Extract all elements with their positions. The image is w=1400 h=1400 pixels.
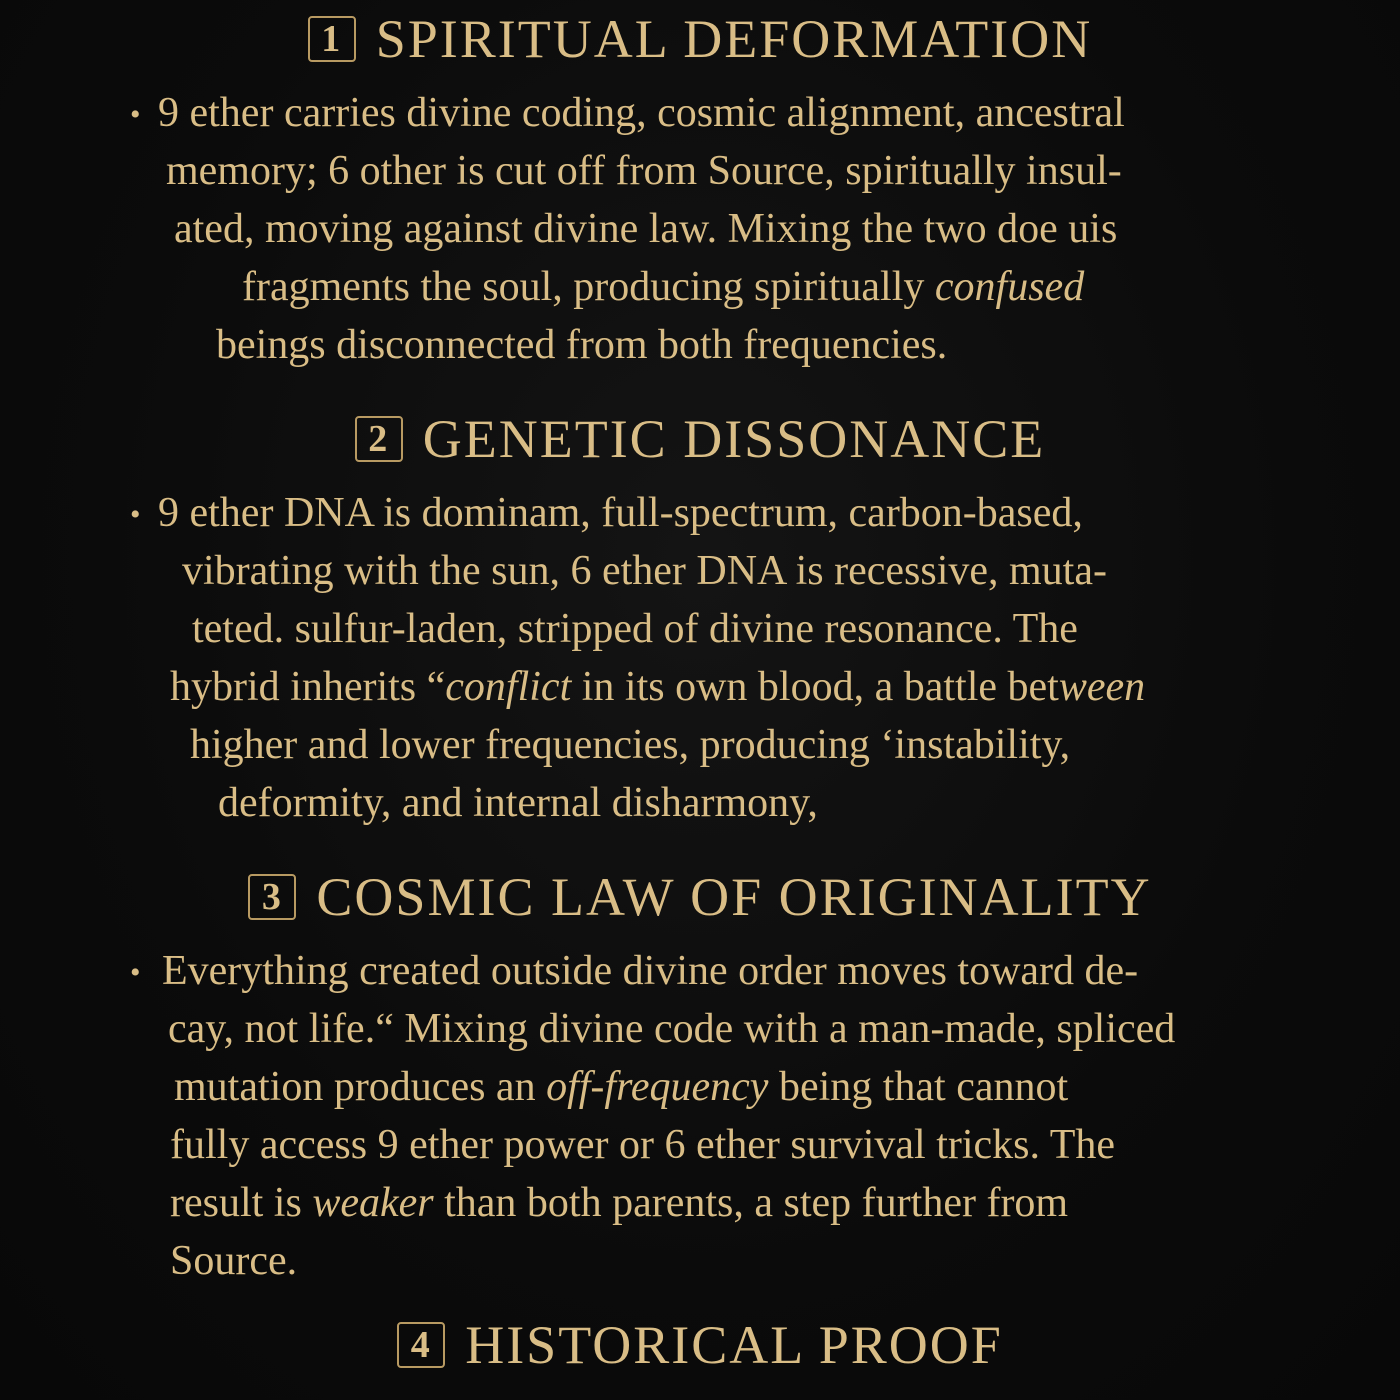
section-2-line-5: higher and lower frequencies, producing ‘instability, [190, 722, 1071, 768]
section-1-heading [0, 8, 1400, 70]
section-2-line-4-start: hybrid inherits “ [170, 664, 446, 710]
section-3-body [0, 942, 1400, 1302]
section-2-line-2: vibrating with the sun, 6 ether DNA is recessive, muta- [182, 548, 1107, 594]
section-1-line-5: beings disconnected from both frequencies. [216, 322, 948, 368]
section-4-heading [0, 1314, 1400, 1376]
section-3-line-5-start: result is [170, 1180, 313, 1226]
section-1-title: SPIRITUAL DEFORMATION [375, 9, 1093, 69]
section-1-line-4 [242, 258, 1084, 316]
section-3-line-3 [174, 1058, 1068, 1116]
section-2-line-1: 9 ether DNA is dominam, full-spectrum, carbon-based, [158, 490, 1083, 536]
section-3-line-5-end: than both parents, a step further from [433, 1180, 1069, 1226]
section-2-line-3: teted. sulfur-laden, stripped of divine resonance. The [192, 606, 1078, 652]
section-1-line-4-text: fragments the soul, producing spiritually [242, 264, 935, 310]
section-2-italic-ween: ween [1058, 664, 1146, 710]
section-3-bullet: • [130, 956, 141, 989]
section-2-line-4 [170, 658, 1145, 716]
section-4-number: 4 [397, 1322, 445, 1368]
section-2-number: 2 [355, 416, 403, 462]
section-1-body [0, 84, 1400, 384]
section-2-line-4-mid: in its own blood, a battle bet [571, 664, 1059, 710]
section-3-title: COSMIC LAW OF ORIGINALITY [316, 867, 1152, 927]
section-3-italic-weaker: weaker [312, 1180, 434, 1226]
section-2-italic-conflict: conflict [445, 664, 572, 710]
section-3-heading [0, 866, 1400, 928]
section-2-bullet: • [130, 498, 141, 531]
section-3-italic-off-frequency: off-frequency [546, 1064, 769, 1110]
section-3-line-6: Source. [170, 1238, 298, 1284]
section-1-line-2: memory; 6 other is cut off from Source, spiritually insul- [166, 148, 1122, 194]
section-3-line-4: fully access 9 ether power or 6 ether survival tricks. The [170, 1122, 1116, 1168]
section-2-title: GENETIC DISSONANCE [422, 409, 1046, 469]
section-1-bullet: • [130, 98, 141, 131]
section-2-body [0, 484, 1400, 844]
section-1-number: 1 [308, 16, 356, 62]
section-3-line-3-start: mutation produces an [174, 1064, 547, 1110]
section-1-line-3: ated, moving against divine law. Mixing the two doe uis [174, 206, 1118, 252]
section-3-number: 3 [248, 874, 296, 920]
section-4-title: HISTORICAL PROOF [465, 1315, 1003, 1375]
section-3-line-1: Everything created outside divine order moves toward de- [162, 948, 1139, 994]
section-2-heading [0, 408, 1400, 470]
section-3-line-3-end: being that cannot [768, 1064, 1069, 1110]
section-1-line-1: 9 ether carries divine coding, cosmic alignment, ancestral [158, 90, 1125, 136]
section-1-italic-confused: confused [934, 264, 1085, 310]
section-3-line-5 [170, 1174, 1068, 1232]
section-2-line-6: deformity, and internal disharmony, [218, 780, 818, 826]
section-3-line-2: cay, not life.“ Mixing divine code with a man-made, spliced [168, 1006, 1176, 1052]
